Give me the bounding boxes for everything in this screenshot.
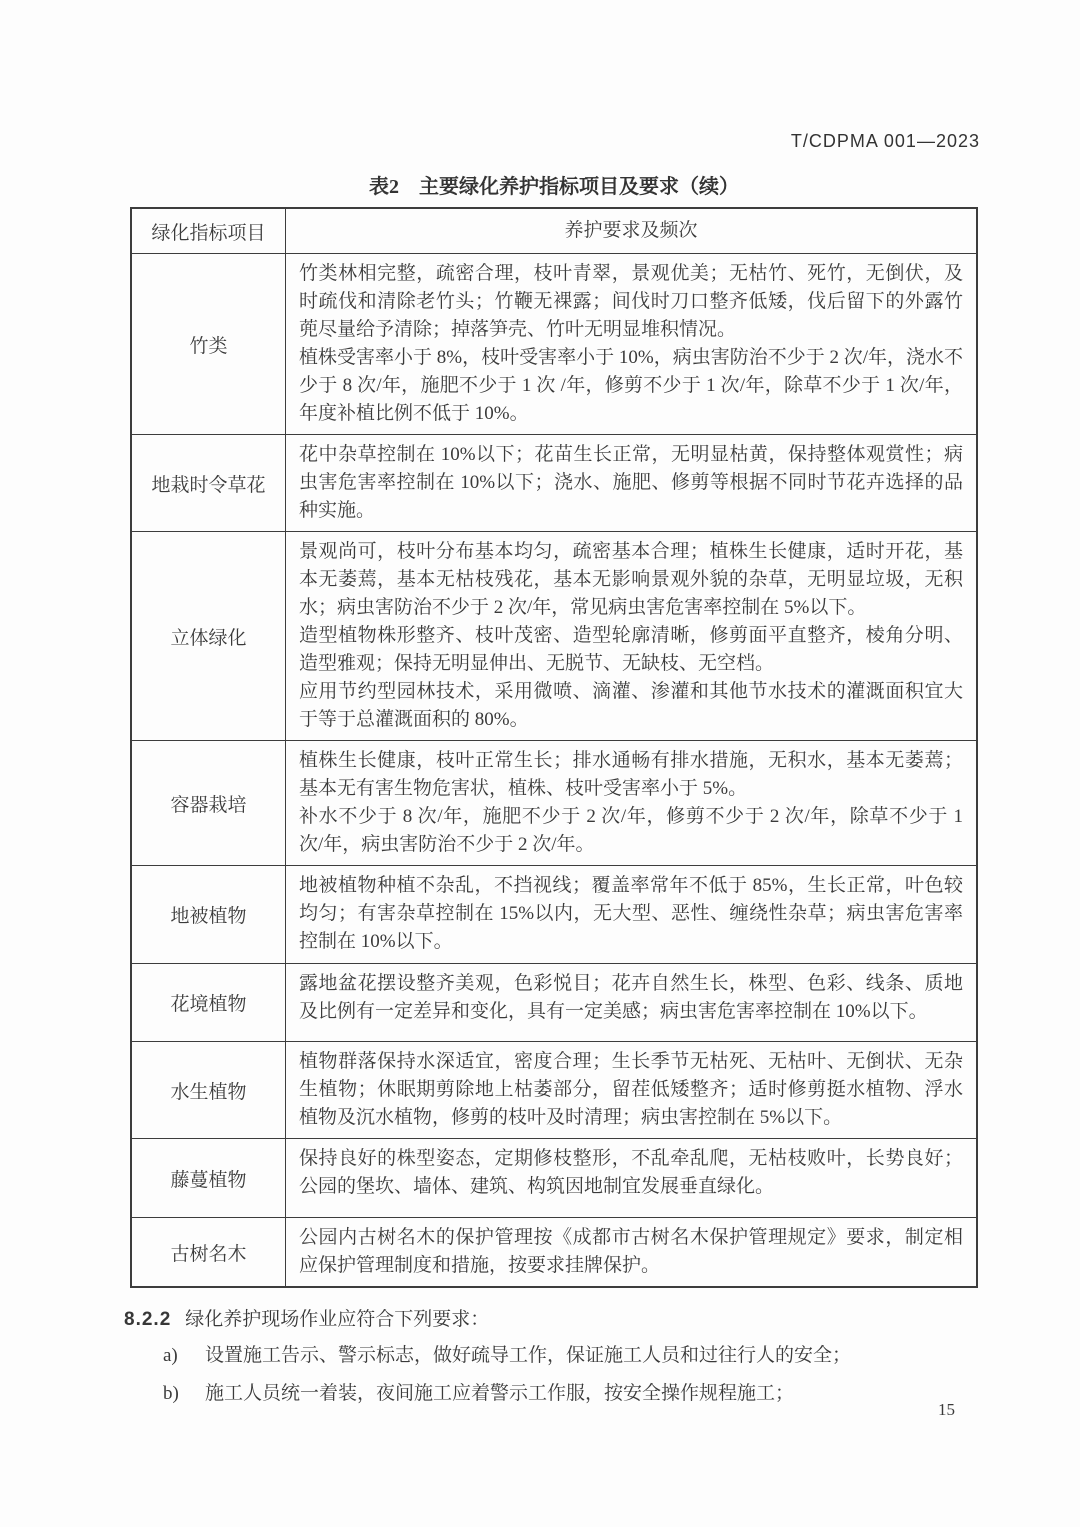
requirement-paragraph: 植株生长健康，枝叶正常生长；排水通畅有排水措施，无积水，基本无萎蔫；基本无有害生物危害状，植株、枝叶受害率小于 5%。 [299, 750, 963, 799]
requirement-paragraph: 造型植物株形整齐、枝叶茂密、造型轮廓清晰，修剪面平直整齐，棱角分明、造型雅观；保持无明显伸出、无脱节、无缺枝、无空档。 [299, 625, 963, 674]
header-requirement-column: 养护要求及频次 [564, 220, 698, 241]
row-requirement [286, 532, 976, 740]
list-item-label: b) [163, 1383, 179, 1404]
row-item-label: 藤蔓植物 [132, 1139, 286, 1217]
row-item-label: 容器栽培 [132, 741, 286, 865]
page-number: 15 [938, 1400, 955, 1419]
requirement-paragraph: 竹类林相完整，疏密合理，枝叶青翠，景观优美；无枯竹、死竹，无倒伏，及时疏伐和清除老竹头；竹鞭无裸露；间伐时刀口整齐低矮，伐后留下的外露竹蔸尽量给予清除；掉落笋壳、竹叶无明显堆积情况。 [299, 263, 963, 340]
requirement-list [163, 1342, 963, 1418]
row-requirement [286, 1139, 976, 1217]
row-item-label: 立体绿化 [132, 532, 286, 740]
list-item [163, 1380, 963, 1408]
requirement-paragraph: 公园内古树名木的保护管理按《成都市古树名木保护管理规定》要求，制定相应保护管理制度和措施，按要求挂牌保护。 [299, 1227, 963, 1276]
table-header-row [132, 209, 976, 254]
row-item-label: 地被植物 [132, 866, 286, 963]
row-item-label: 水生植物 [132, 1042, 286, 1138]
row-requirement [286, 435, 976, 531]
requirement-paragraph: 保持良好的株型姿态，定期修枝整形，不乱牵乱爬，无枯枝败叶，长势良好；公园的堡坎、墙体、建筑、构筑因地制宜发展垂直绿化。 [299, 1148, 963, 1197]
row-item-label: 古树名木 [132, 1218, 286, 1286]
table-row-ground-cover [132, 865, 976, 963]
clause-number: 8.2.2 [124, 1309, 172, 1330]
list-item-label: a) [163, 1345, 178, 1366]
row-requirement [286, 1218, 976, 1286]
requirement-paragraph: 露地盆花摆设整齐美观，色彩悦目；花卉自然生长，株型、色彩、线条、质地及比例有一定差异和变化，具有一定美感；病虫害危害率控制在 10%以下。 [299, 973, 963, 1022]
table-row-vertical-greening [132, 531, 976, 740]
requirement-paragraph: 应用节约型园林技术，采用微喷、滴灌、渗灌和其他节水技术的灌溉面积宜大于等于总灌溉面积的 80%。 [299, 681, 963, 730]
requirement-paragraph: 景观尚可，枝叶分布基本均匀，疏密基本合理；植株生长健康，适时开花，基本无萎蔫，基本无枯枝残花，基本无影响景观外貌的杂草，无明显垃圾，无积水；病虫害防治不少于 2 次/年，常见病虫害危害率控制在 5%以下。 [299, 541, 963, 618]
list-item-text: 设置施工告示、警示标志，做好疏导工作，保证施工人员和过往行人的安全； [205, 1345, 852, 1366]
row-item-label: 地栽时令草花 [132, 435, 286, 531]
row-requirement [286, 741, 976, 865]
requirement-paragraph: 花中杂草控制在 10%以下；花苗生长正常，无明显枯黄，保持整体观赏性；病虫害危害率控制在 10%以下；浇水、施肥、修剪等根据不同时节花卉选择的品种实施。 [299, 444, 963, 521]
clause-text: 绿化养护现场作业应符合下列要求： [185, 1309, 490, 1330]
table-title: 表2 主要绿化养护指标项目及要求（续） [369, 176, 739, 198]
table-row-flower-border [132, 963, 976, 1041]
list-item-text: 施工人员统一着装，夜间施工应着警示工作服，按安全操作规程施工； [205, 1383, 795, 1404]
table-row-vine-plants [132, 1138, 976, 1217]
table-row-container-cultivation [132, 740, 976, 865]
row-requirement [286, 254, 976, 434]
requirement-paragraph: 植物群落保持水深适宜，密度合理；生长季节无枯死、无枯叶、无倒状、无杂生植物；休眠期剪除地上枯萎部分，留茬低矮整齐；适时修剪挺水植物、浮水植物及沉水植物，修剪的枝叶及时清理；病虫害控制在 5%以下。 [299, 1051, 963, 1128]
requirement-paragraph: 补水不少于 8 次/年，施肥不少于 2 次/年，修剪不少于 2 次/年，除草不少于 1 次/年，病虫害防治不少于 2 次/年。 [299, 806, 963, 855]
row-requirement [286, 866, 976, 963]
table-row-aquatic-plants [132, 1041, 976, 1138]
row-requirement [286, 964, 976, 1041]
table-row-ancient-trees [132, 1217, 976, 1286]
requirement-paragraph: 植株受害率小于 8%，枝叶受害率小于 10%，病虫害防治不少于 2 次/年，浇水不少于 8 次/年，施肥不少于 1 次 /年，修剪不少于 1 次/年，除草不少于 1 次/年，年度补植比例不低于 10%。 [299, 347, 963, 424]
maintenance-table [130, 207, 978, 1288]
table-row-seasonal-flowers [132, 434, 976, 531]
doc-code: T/CDPMA 001—2023 [790, 131, 980, 151]
row-item-label: 竹类 [132, 254, 286, 434]
header-item-column: 绿化指标项目 [132, 209, 286, 253]
clause-8-2-2 [124, 1304, 489, 1331]
row-requirement [286, 1042, 976, 1138]
table-row-bamboo [132, 254, 976, 434]
requirement-paragraph: 地被植物种植不杂乱，不挡视线；覆盖率常年不低于 85%，生长正常，叶色较均匀；有害杂草控制在 15%以内，无大型、恶性、缠绕性杂草；病虫害危害率控制在 10%以下。 [299, 875, 963, 952]
list-item [163, 1342, 963, 1370]
row-item-label: 花境植物 [132, 964, 286, 1041]
